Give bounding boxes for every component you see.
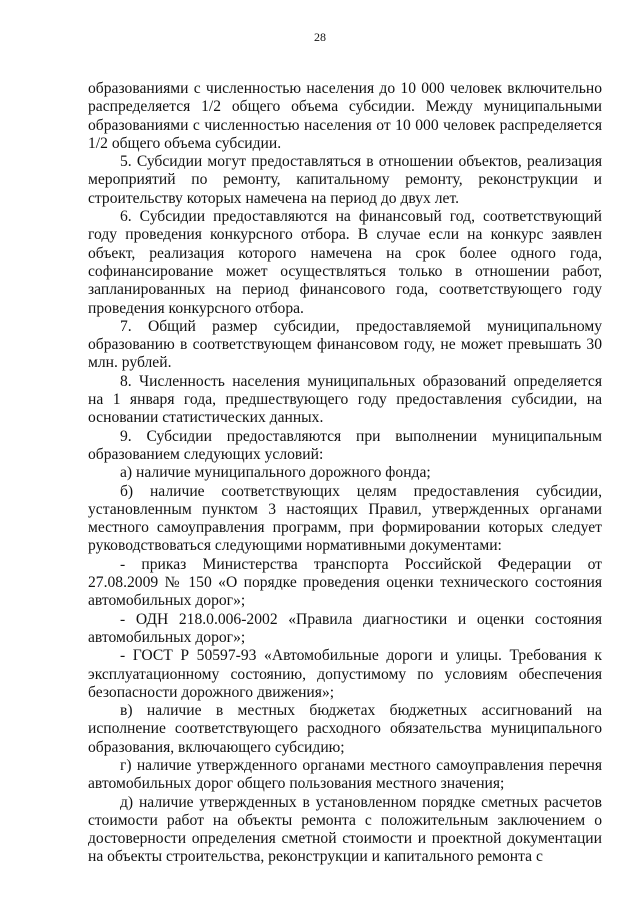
condition-a: а) наличие муниципального дорожного фонда; bbox=[120, 464, 431, 482]
condition-d: д) наличие утвержденных в установленном порядке сметных расчетов стоимости работ на объекты ремонта с положительным заключением о достоверности определения сметной стоимости и проектной документации на объекты строительства, реконструкции и капитального ремонта с bbox=[88, 793, 602, 866]
document-body bbox=[88, 80, 602, 867]
normative-doc-odn: - ОДН 218.0.006-2002 «Правила диагностики и оценки состояния автомобильных дорог»; bbox=[88, 610, 602, 646]
condition-v: в) наличие в местных бюджетах бюджетных ассигнований на исполнение соответствующего расходного обязательства муниципального образования, включающего субсидию; bbox=[88, 702, 602, 756]
paragraph-item-8: 8. Численность населения муниципальных образований определяется на 1 января года, предшествующего году предоставления субсидии, на основании статистических данных. bbox=[88, 372, 602, 427]
page-number: 28 bbox=[314, 30, 326, 44]
paragraph-item-7: 7. Общий размер субсидии, предоставляемой муниципальному образованию в соответствующем финансовом году, не может превышать 30 млн. рублей. bbox=[88, 317, 602, 372]
normative-doc-order-150: - приказ Министерства транспорта Российской Федерации от 27.08.2009 № 150 «О порядке проведения оценки технического состояния автомобильных дорог»; bbox=[88, 555, 602, 610]
paragraph-item-6: 6. Субсидии предоставляются на финансовый год, соответствующий году проведения конкурсного отбора. В случае если на конкурс заявлен объект, реализация которого намечена на срок более одного года, софинансирование может осуществляться только в отношении работ, запланированных на период финансового года, соответствующего году проведения конкурсного отбора. bbox=[88, 208, 602, 317]
condition-g: г) наличие утвержденного органами местного самоуправления перечня автомобильных дорог общего пользования местного значения; bbox=[88, 756, 602, 793]
paragraph-continuation: образованиями с численностью населения до 10 000 человек включительно распределяется 1/2 общего объема субсидии. Между муниципальными образованиями с численностью населения от 10 000 человек распределяется 1/2 общего объема субсидии. bbox=[88, 80, 602, 152]
condition-b: б) наличие соответствующих целям предоставления субсидии, установленным пунктом 3 настоящих Правил, утвержденных органами местного самоуправления программ, при формировании которых следует руководствоваться следующими нормативными документами: bbox=[88, 482, 602, 555]
paragraph-item-9: 9. Субсидии предоставляются при выполнении муниципальным образованием следующих условий: bbox=[88, 427, 602, 463]
paragraph-item-5: 5. Субсидии могут предоставляться в отношении объектов, реализация мероприятий по ремонту, капитальному ремонту, реконструкции и строительству которых намечена на период до двух лет. bbox=[88, 153, 602, 207]
normative-doc-gost: - ГОСТ Р 50597-93 «Автомобильные дороги и улицы. Требования к эксплуатационному состоянию, допустимому по условиям обеспечения безопасности дорожного движения»; bbox=[88, 647, 602, 701]
